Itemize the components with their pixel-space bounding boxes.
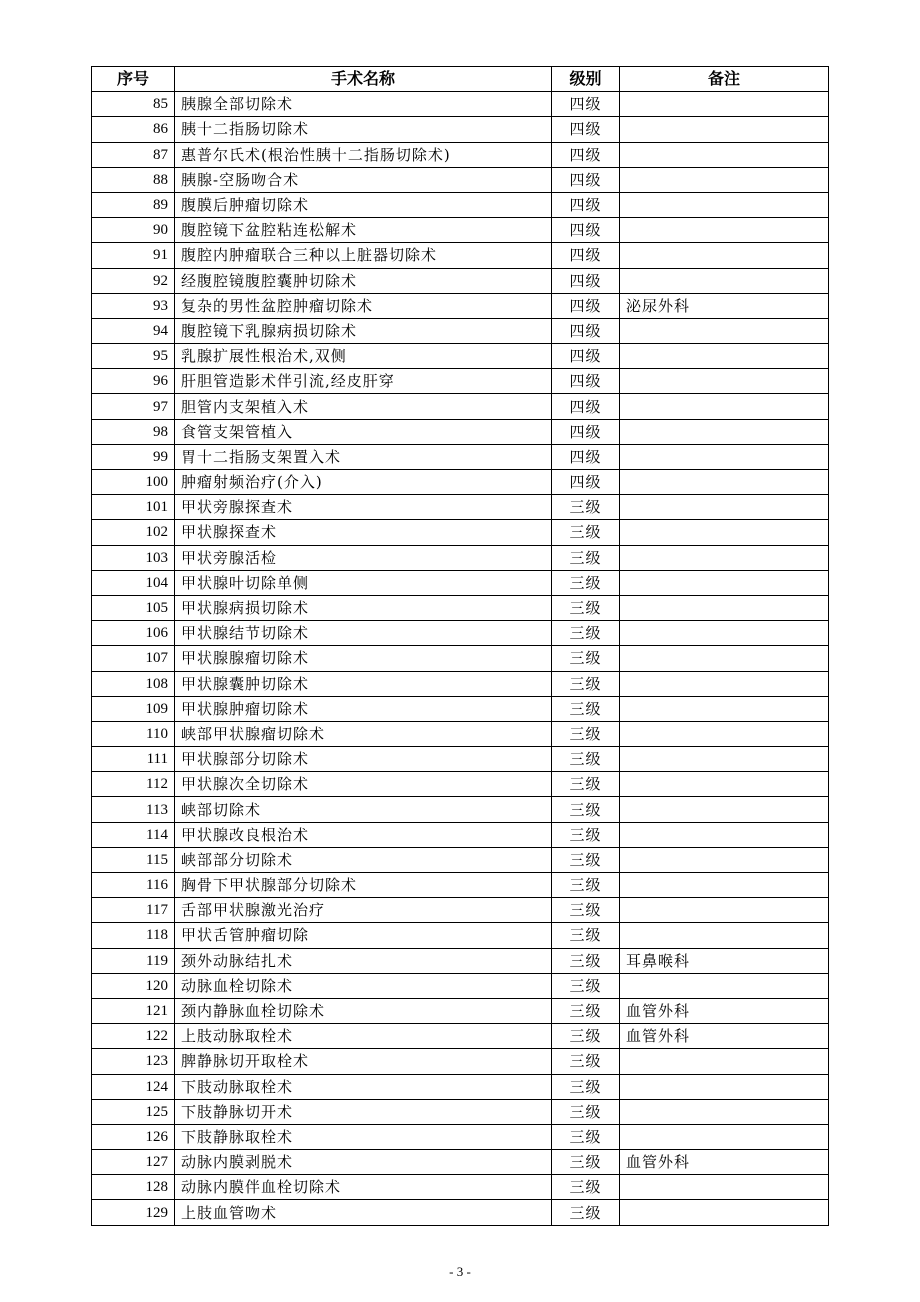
row-surgery-name: 食管支架管植入 <box>175 419 552 444</box>
row-seq: 104 <box>92 570 175 595</box>
row-note <box>620 797 829 822</box>
row-surgery-name: 舌部甲状腺激光治疗 <box>175 898 552 923</box>
row-note <box>620 495 829 520</box>
row-surgery-name: 甲状腺结节切除术 <box>175 621 552 646</box>
row-note <box>620 394 829 419</box>
row-note <box>620 1099 829 1124</box>
row-level: 三级 <box>552 595 620 620</box>
table-row <box>92 369 829 394</box>
row-note <box>620 721 829 746</box>
table-row <box>92 570 829 595</box>
row-level: 三级 <box>552 973 620 998</box>
table-header-row <box>92 67 829 92</box>
row-note <box>620 621 829 646</box>
row-surgery-name: 甲状腺病损切除术 <box>175 595 552 620</box>
table-row <box>92 218 829 243</box>
row-seq: 93 <box>92 293 175 318</box>
table-row <box>92 747 829 772</box>
row-note <box>620 92 829 117</box>
row-note <box>620 696 829 721</box>
row-note <box>620 117 829 142</box>
row-note <box>620 369 829 394</box>
row-seq: 88 <box>92 167 175 192</box>
row-level: 四级 <box>552 192 620 217</box>
row-note: 血管外科 <box>620 998 829 1023</box>
row-note: 血管外科 <box>620 1150 829 1175</box>
row-seq: 103 <box>92 545 175 570</box>
table-row <box>92 1074 829 1099</box>
row-note <box>620 243 829 268</box>
row-level: 三级 <box>552 822 620 847</box>
table-row <box>92 192 829 217</box>
row-seq: 85 <box>92 92 175 117</box>
row-level: 四级 <box>552 167 620 192</box>
row-level: 三级 <box>552 1024 620 1049</box>
row-note <box>620 847 829 872</box>
row-level: 四级 <box>552 470 620 495</box>
row-seq: 97 <box>92 394 175 419</box>
row-surgery-name: 甲状腺囊肿切除术 <box>175 671 552 696</box>
table-row <box>92 318 829 343</box>
row-surgery-name: 甲状腺叶切除单侧 <box>175 570 552 595</box>
row-surgery-name: 胰十二指肠切除术 <box>175 117 552 142</box>
row-surgery-name: 下肢静脉取栓术 <box>175 1124 552 1149</box>
table-row <box>92 1175 829 1200</box>
row-seq: 116 <box>92 873 175 898</box>
row-level: 三级 <box>552 570 620 595</box>
row-note <box>620 545 829 570</box>
row-note: 耳鼻喉科 <box>620 948 829 973</box>
row-seq: 86 <box>92 117 175 142</box>
row-seq: 109 <box>92 696 175 721</box>
row-note <box>620 646 829 671</box>
table-row <box>92 1049 829 1074</box>
row-seq: 101 <box>92 495 175 520</box>
header-note: 备注 <box>620 67 829 92</box>
row-surgery-name: 腹膜后肿瘤切除术 <box>175 192 552 217</box>
table-row <box>92 923 829 948</box>
row-level: 四级 <box>552 444 620 469</box>
row-note: 血管外科 <box>620 1024 829 1049</box>
row-seq: 125 <box>92 1099 175 1124</box>
row-note <box>620 1175 829 1200</box>
table-row <box>92 495 829 520</box>
row-note <box>620 822 829 847</box>
row-level: 三级 <box>552 495 620 520</box>
row-level: 三级 <box>552 847 620 872</box>
row-surgery-name: 肿瘤射频治疗(介入) <box>175 470 552 495</box>
row-seq: 118 <box>92 923 175 948</box>
row-seq: 128 <box>92 1175 175 1200</box>
row-level: 三级 <box>552 747 620 772</box>
row-level: 三级 <box>552 998 620 1023</box>
row-surgery-name: 胸骨下甲状腺部分切除术 <box>175 873 552 898</box>
row-surgery-name: 脾静脉切开取栓术 <box>175 1049 552 1074</box>
row-note <box>620 268 829 293</box>
row-level: 三级 <box>552 721 620 746</box>
row-level: 三级 <box>552 1074 620 1099</box>
row-level: 三级 <box>552 1175 620 1200</box>
row-level: 四级 <box>552 344 620 369</box>
row-level: 四级 <box>552 293 620 318</box>
row-level: 三级 <box>552 520 620 545</box>
table-row <box>92 243 829 268</box>
row-seq: 126 <box>92 1124 175 1149</box>
row-seq: 98 <box>92 419 175 444</box>
row-seq: 96 <box>92 369 175 394</box>
row-surgery-name: 甲状旁腺活检 <box>175 545 552 570</box>
row-surgery-name: 胰腺-空肠吻合术 <box>175 167 552 192</box>
table-row <box>92 696 829 721</box>
row-seq: 107 <box>92 646 175 671</box>
row-note <box>620 419 829 444</box>
row-level: 四级 <box>552 394 620 419</box>
table-row <box>92 1099 829 1124</box>
row-surgery-name: 胰腺全部切除术 <box>175 92 552 117</box>
table-row <box>92 1150 829 1175</box>
row-level: 三级 <box>552 1099 620 1124</box>
row-surgery-name: 动脉血栓切除术 <box>175 973 552 998</box>
row-surgery-name: 经腹腔镜腹腔囊肿切除术 <box>175 268 552 293</box>
table-body <box>92 92 829 1225</box>
row-surgery-name: 峡部切除术 <box>175 797 552 822</box>
row-seq: 90 <box>92 218 175 243</box>
table-row <box>92 595 829 620</box>
row-surgery-name: 动脉内膜伴血栓切除术 <box>175 1175 552 1200</box>
row-surgery-name: 上肢动脉取栓术 <box>175 1024 552 1049</box>
row-level: 三级 <box>552 1049 620 1074</box>
row-seq: 120 <box>92 973 175 998</box>
row-seq: 105 <box>92 595 175 620</box>
row-note <box>620 318 829 343</box>
row-note <box>620 218 829 243</box>
row-surgery-name: 上肢血管吻术 <box>175 1200 552 1225</box>
row-level: 四级 <box>552 243 620 268</box>
row-seq: 113 <box>92 797 175 822</box>
row-level: 四级 <box>552 369 620 394</box>
row-note <box>620 192 829 217</box>
row-surgery-name: 甲状腺改良根治术 <box>175 822 552 847</box>
row-seq: 124 <box>92 1074 175 1099</box>
row-surgery-name: 肝胆管造影术伴引流,经皮肝穿 <box>175 369 552 394</box>
row-note <box>620 520 829 545</box>
table-row <box>92 721 829 746</box>
row-seq: 89 <box>92 192 175 217</box>
row-level: 三级 <box>552 772 620 797</box>
row-note <box>620 167 829 192</box>
table-row <box>92 873 829 898</box>
row-surgery-name: 颈内静脉血栓切除术 <box>175 998 552 1023</box>
row-note <box>620 772 829 797</box>
table-row <box>92 117 829 142</box>
row-surgery-name: 甲状腺肿瘤切除术 <box>175 696 552 721</box>
row-surgery-name: 下肢动脉取栓术 <box>175 1074 552 1099</box>
table-row <box>92 1200 829 1225</box>
row-seq: 112 <box>92 772 175 797</box>
row-surgery-name: 甲状腺部分切除术 <box>175 747 552 772</box>
row-note <box>620 671 829 696</box>
row-surgery-name: 动脉内膜剥脱术 <box>175 1150 552 1175</box>
row-level: 四级 <box>552 92 620 117</box>
row-seq: 95 <box>92 344 175 369</box>
row-surgery-name: 胆管内支架植入术 <box>175 394 552 419</box>
row-note <box>620 1074 829 1099</box>
table-row <box>92 948 829 973</box>
table-row <box>92 973 829 998</box>
row-note <box>620 444 829 469</box>
row-seq: 121 <box>92 998 175 1023</box>
row-level: 三级 <box>552 696 620 721</box>
row-level: 三级 <box>552 621 620 646</box>
row-seq: 102 <box>92 520 175 545</box>
table-row <box>92 671 829 696</box>
table-row <box>92 394 829 419</box>
table-row <box>92 822 829 847</box>
table-row <box>92 92 829 117</box>
row-surgery-name: 腹腔镜下盆腔粘连松解术 <box>175 218 552 243</box>
table-row <box>92 167 829 192</box>
row-surgery-name: 复杂的男性盆腔肿瘤切除术 <box>175 293 552 318</box>
row-surgery-name: 甲状腺次全切除术 <box>175 772 552 797</box>
row-seq: 99 <box>92 444 175 469</box>
row-level: 三级 <box>552 898 620 923</box>
row-seq: 117 <box>92 898 175 923</box>
row-surgery-name: 乳腺扩展性根治术,双侧 <box>175 344 552 369</box>
row-surgery-name: 甲状腺腺瘤切除术 <box>175 646 552 671</box>
row-surgery-name: 甲状旁腺探查术 <box>175 495 552 520</box>
row-surgery-name: 甲状舌管肿瘤切除 <box>175 923 552 948</box>
row-level: 四级 <box>552 268 620 293</box>
table-row <box>92 1124 829 1149</box>
row-level: 三级 <box>552 948 620 973</box>
table-row <box>92 898 829 923</box>
row-level: 四级 <box>552 318 620 343</box>
row-seq: 122 <box>92 1024 175 1049</box>
row-surgery-name: 下肢静脉切开术 <box>175 1099 552 1124</box>
row-surgery-name: 峡部部分切除术 <box>175 847 552 872</box>
row-note <box>620 142 829 167</box>
row-seq: 91 <box>92 243 175 268</box>
row-note <box>620 344 829 369</box>
row-seq: 115 <box>92 847 175 872</box>
row-note <box>620 973 829 998</box>
row-note <box>620 873 829 898</box>
row-level: 四级 <box>552 142 620 167</box>
row-seq: 119 <box>92 948 175 973</box>
row-surgery-name: 峡部甲状腺瘤切除术 <box>175 721 552 746</box>
row-level: 三级 <box>552 797 620 822</box>
table-row <box>92 998 829 1023</box>
row-seq: 94 <box>92 318 175 343</box>
table-row <box>92 444 829 469</box>
row-seq: 123 <box>92 1049 175 1074</box>
table-row <box>92 646 829 671</box>
table-row <box>92 293 829 318</box>
table-row <box>92 268 829 293</box>
row-level: 四级 <box>552 117 620 142</box>
row-seq: 129 <box>92 1200 175 1225</box>
row-level: 三级 <box>552 1150 620 1175</box>
row-note <box>620 1049 829 1074</box>
row-surgery-name: 颈外动脉结扎术 <box>175 948 552 973</box>
row-level: 三级 <box>552 671 620 696</box>
row-seq: 114 <box>92 822 175 847</box>
row-seq: 100 <box>92 470 175 495</box>
row-seq: 92 <box>92 268 175 293</box>
row-level: 三级 <box>552 873 620 898</box>
header-surgery-name: 手术名称 <box>175 67 552 92</box>
row-level: 三级 <box>552 646 620 671</box>
row-note <box>620 1124 829 1149</box>
row-surgery-name: 甲状腺探查术 <box>175 520 552 545</box>
row-seq: 127 <box>92 1150 175 1175</box>
header-level: 级别 <box>552 67 620 92</box>
page-number: - 3 - <box>449 1264 471 1279</box>
row-seq: 110 <box>92 721 175 746</box>
row-level: 四级 <box>552 218 620 243</box>
row-note <box>620 747 829 772</box>
row-level: 三级 <box>552 923 620 948</box>
table-row <box>92 545 829 570</box>
header-seq: 序号 <box>92 67 175 92</box>
row-note <box>620 470 829 495</box>
table-row <box>92 847 829 872</box>
row-level: 三级 <box>552 545 620 570</box>
row-note <box>620 923 829 948</box>
row-seq: 106 <box>92 621 175 646</box>
row-surgery-name: 胃十二指肠支架置入术 <box>175 444 552 469</box>
row-note <box>620 1200 829 1225</box>
table-row <box>92 621 829 646</box>
row-surgery-name: 腹腔内肿瘤联合三种以上脏器切除术 <box>175 243 552 268</box>
row-surgery-name: 腹腔镜下乳腺病损切除术 <box>175 318 552 343</box>
row-note <box>620 898 829 923</box>
row-seq: 111 <box>92 747 175 772</box>
surgery-table <box>91 66 829 1226</box>
row-seq: 87 <box>92 142 175 167</box>
row-seq: 108 <box>92 671 175 696</box>
table-row <box>92 1024 829 1049</box>
row-note <box>620 570 829 595</box>
table-row <box>92 797 829 822</box>
row-level: 三级 <box>552 1200 620 1225</box>
row-note <box>620 595 829 620</box>
table-row <box>92 419 829 444</box>
table-row <box>92 470 829 495</box>
row-surgery-name: 惠普尔氏术(根治性胰十二指肠切除术) <box>175 142 552 167</box>
table-row <box>92 142 829 167</box>
row-level: 三级 <box>552 1124 620 1149</box>
table-row <box>92 772 829 797</box>
row-level: 四级 <box>552 419 620 444</box>
table-row <box>92 344 829 369</box>
row-note: 泌尿外科 <box>620 293 829 318</box>
table-row <box>92 520 829 545</box>
